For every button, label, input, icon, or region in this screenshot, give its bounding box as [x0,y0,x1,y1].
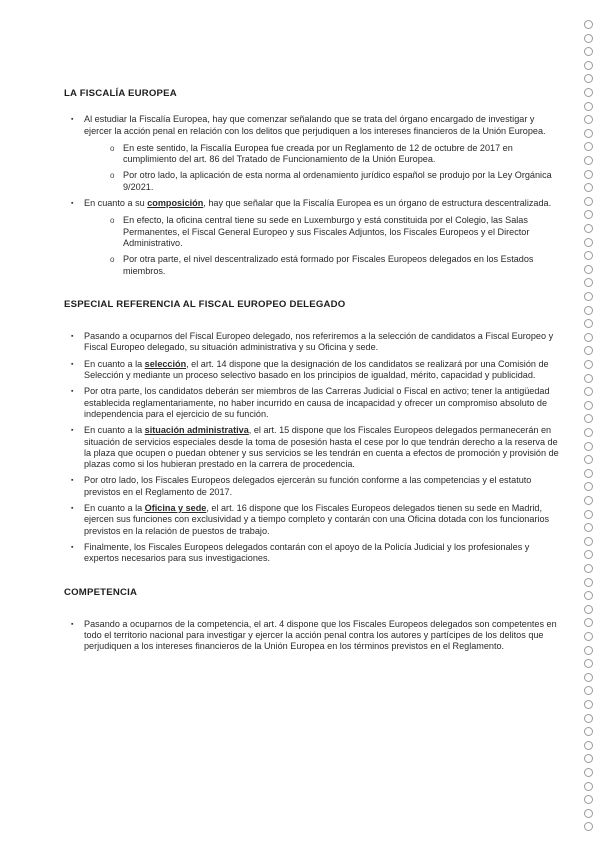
binder-ring-icon [584,197,593,206]
binder-ring-icon [584,550,593,559]
binder-ring-icon [584,578,593,587]
binder-ring-icon [584,374,593,383]
binder-ring-icon [584,319,593,328]
text-run: , hay que señalar que la Fiscalía Europea es un órgano de estructura descentralizada. [203,198,552,209]
key-term: situación administrativa [144,425,249,436]
binder-ring-icon [584,782,593,791]
binder-ring-icon [584,61,593,70]
section-title-delegado: ESPECIAL REFERENCIA AL FISCAL EUROPEO DELEGADO [64,298,346,310]
binder-ring-icon [584,414,593,423]
binder-ring-icon [584,809,593,818]
binder-ring-icon [584,34,593,43]
binder-ring-icon [584,346,593,355]
list-item [64,198,564,277]
binder-ring-icon [584,47,593,56]
binder-ring-icon [584,265,593,274]
list-item: ▪ Por otro lado, los Fiscales Europeos delegados ejercerán su función conforme a las competencias y el estatuto previstos en el Reglamento de 2017. [64,475,564,498]
binder-ring-icon [584,795,593,804]
binder-ring-icon [584,523,593,532]
binder-ring-icon [584,673,593,682]
list-item: ▪ Por otra parte, los candidatos deberán ser miembros de las Carreras Judicial o Fiscal en activo; tener la antigüedad establecida reglamentariamente, no haber incurrido en causa de incapacidad y ofrecer un compromiso absoluto de independencia para el ejercicio de su función. [64,386,564,420]
text-run: En cuanto a su [84,198,148,209]
binder-ring-icon [584,646,593,655]
binder-ring-icon [584,401,593,410]
binder-ring-icon [584,659,593,668]
binder-ring-icon [584,537,593,546]
binder-ring-icon [584,469,593,478]
binder-ring-icon [584,768,593,777]
list-item [64,359,564,382]
binder-ring-icon [584,482,593,491]
sub-list-item: o En este sentido, la Fiscalía Europea fue creada por un Reglamento de 12 de octubre de 2017 en cumplimiento del art. 86 del Tratado de Funcionamiento de la Unión Europea. [84,143,564,166]
binder-ring-icon [584,714,593,723]
section-title-competencia: COMPETENCIA [64,586,138,598]
binder-ring-icon [584,591,593,600]
binder-ring-icon [584,605,593,614]
text-run: , el art. 15 dispone que los Fiscales Europeos delegados permanecerán en situación de servicios especiales desde la toma de posesión hasta el cese por lo que tendrán derecho a la reserva de la plaza que ocupen o puedan obtener y sus servicios se les tendrán en cuenta a efectos de promoción y provisión de plazas como si los hubieran prestado en la carrera de procedencia. [84,425,559,470]
binder-ring-icon [584,115,593,124]
binder-ring-icon [584,20,593,29]
section3-list [64,619,564,653]
binder-ring-icon [584,428,593,437]
binder-ring-icon [584,496,593,505]
key-term: selección [144,358,187,369]
sub-list-item: o En efecto, la oficina central tiene su sede en Luxemburgo y está constituida por el Colegio, las Salas Permanentes, el Fiscal General Europeo y sus Fiscales Adjuntos, los Fiscales Europeos y el Director Administrativo. [84,215,564,249]
key-term: Oficina y sede [144,503,207,514]
binder-ring-icon [584,455,593,464]
binder-ring-icon [584,822,593,831]
list-item: ▪ Pasando a ocuparnos del Fiscal Europeo delegado, nos referiremos a la selección de candidatos a Fiscal Europeo y Fiscal Europeo delegado, su situación administrativa y su Oficina y sede. [64,331,564,354]
binder-ring-icon [584,156,593,165]
text-run: , el art. 16 dispone que los Fiscales Europeos delegados tienen su sede en Madrid, ejercen sus funciones con exclusividad y a tiempo completo y contarán con una Oficina dotada con los funcionarios previstos en la relación de puestos de trabajo. [84,503,550,536]
text-run: En cuanto a la [84,503,145,514]
binder-ring-icon [584,618,593,627]
binder-ring-icon [584,142,593,151]
binder-ring-icon [584,292,593,301]
sub-list [84,143,564,193]
binder-ring-icon [584,754,593,763]
binder-ring-icon [584,741,593,750]
key-term: composición [147,198,204,209]
binder-ring-icon [584,700,593,709]
binder-ring-icon [584,360,593,369]
paragraph-text: Al estudiar la Fiscalía Europea, hay que comenzar señalando que se trata del órgano encargado de investigar y ejercer la acción penal en relación con los delitos que perjudiquen a los intereses financieros de la Unión Europea. [84,114,546,136]
list-item [64,503,564,537]
text-run: En cuanto a la [84,358,145,369]
text-run: En cuanto a la [84,425,145,436]
list-item: ▪ Pasando a ocuparnos de la competencia, el art. 4 dispone que los Fiscales Europeos delegados son competentes en todo el territorio nacional para investigar y ejercer la acción penal contra los autores y partícipes de los delitos que perjudiquen a los intereses financieros de la Unión Europea en los términos previstos en el Reglamento. [64,619,564,653]
sub-list-item: o Por otro lado, la aplicación de esta norma al ordenamiento jurídico español se produjo por la Ley Orgánica 9/2021. [84,170,564,193]
binder-ring-icon [584,170,593,179]
binder-ring-icon [584,224,593,233]
binder-ring-icon [584,183,593,192]
binder-ring-icon [584,387,593,396]
binder-ring-icon [584,510,593,519]
binder-ring-icon [584,88,593,97]
binder-ring-icon [584,251,593,260]
sub-list [84,215,564,276]
binder-ring-icon [584,306,593,315]
text-run: , el art. 14 dispone que la designación de los candidatos se realizará por una Comisión de Selección y mediante un proceso selectivo basado en los principios de igualdad, mérito, capacidad y publicidad. [84,358,549,381]
section-title-fiscalia: LA FISCALÍA EUROPEA [64,88,177,99]
binder-ring-icon [584,210,593,219]
list-item: ▪ Finalmente, los Fiscales Europeos delegados contarán con el apoyo de la Policía Judicial y los profesionales y expertos necesarios para sus investigaciones. [64,542,564,565]
binder-ring-icon [584,129,593,138]
binder-ring-icon [584,238,593,247]
binder-ring-icon [584,632,593,641]
list-item [64,114,564,193]
binder-ring-icon [584,102,593,111]
list-item [64,425,564,470]
section1-list [64,114,564,277]
binder-ring-icon [584,333,593,342]
binder-ring-icon [584,278,593,287]
binder-ring-icon [584,74,593,83]
sub-list-item: o Por otra parte, el nivel descentralizado está formado por Fiscales Europeos delegados en los Estados miembros. [84,254,564,277]
document-content [64,88,564,658]
binder-ring-icon [584,686,593,695]
section2-list [64,331,564,564]
binder-ring-icon [584,564,593,573]
binder-ring-icon [584,442,593,451]
binder-rings [584,20,596,840]
binder-ring-icon [584,727,593,736]
